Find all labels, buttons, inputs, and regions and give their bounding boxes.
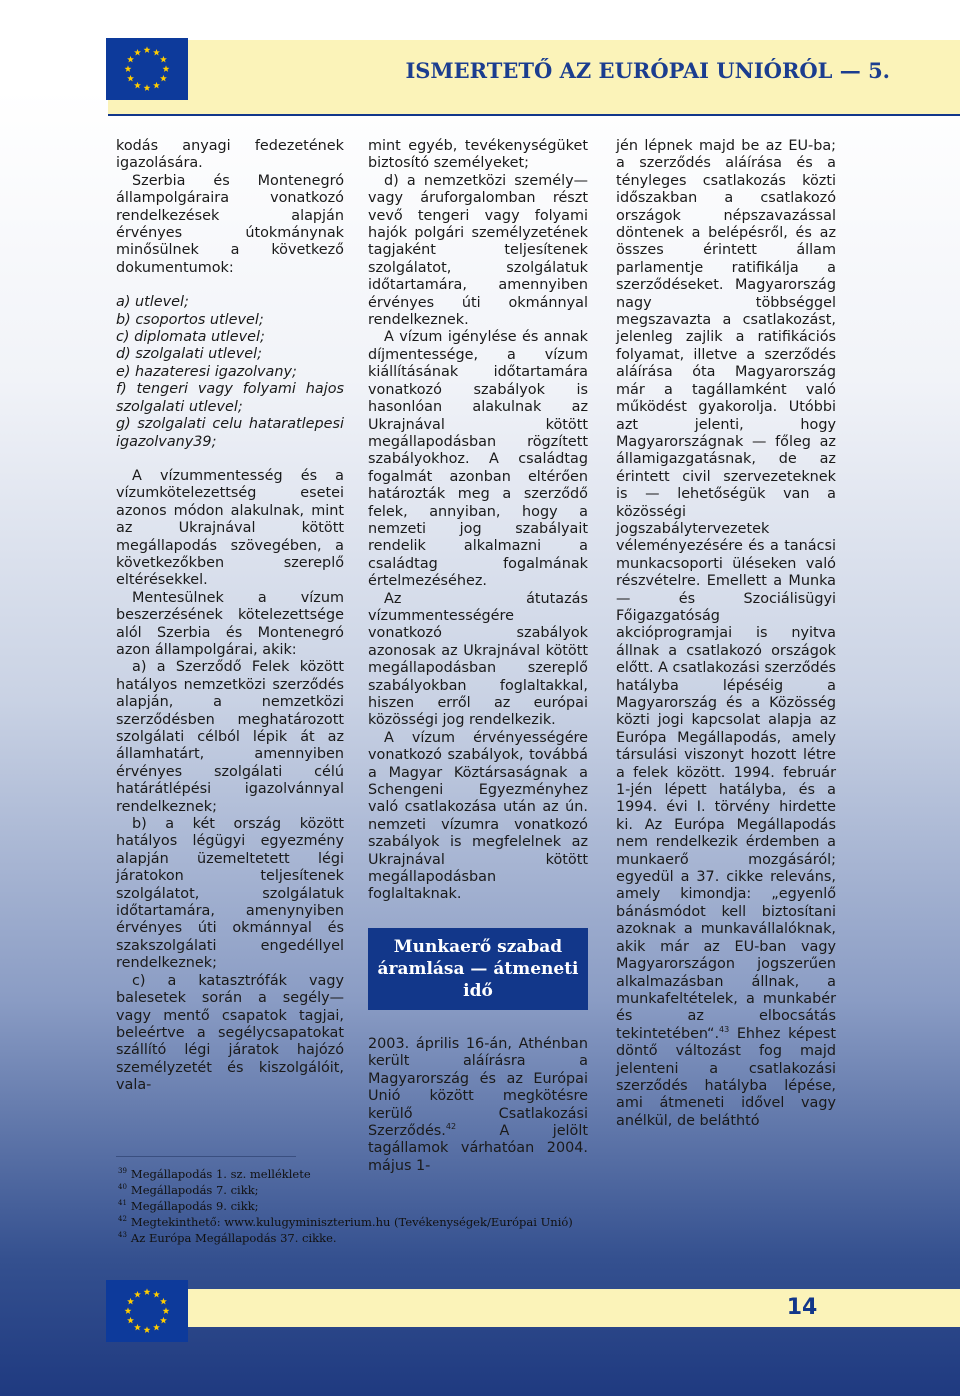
column-3 — [616, 138, 836, 1130]
footnote-number: 43 — [118, 1231, 127, 1240]
paragraph — [616, 138, 836, 1130]
list-item: c) diplomata utlevel; — [116, 329, 265, 346]
paragraph — [368, 1036, 588, 1175]
paragraph: Szerbia és Montenegró állampolgáraira vonatkozó rendelkezések alapján érvényes útokmánynak minősülnek a következő dokumentumok: — [116, 172, 344, 276]
page-number: 14 — [766, 1289, 838, 1327]
paragraph: c) a katasztrófák vagy balesetek során a segély— vagy mentő csapatok tagjai, beleértve a segélycsapatokat szállító légi járatok hajózó személyzetét és kiszolgálóit, vala- — [116, 972, 344, 1094]
paragraph: a) a Szerződő Felek között hatályos nemzetközi szerződés alapján, a nemzetközi szerződésben meghatározott szolgálati célból lépik át az államhatárt, amennyiben érvényes szolgálati célú határátlépési igazolvánnyal rendelkeznek; — [116, 659, 344, 815]
list-item: g) szolgalati celu hataratlepesi igazolvany39; — [116, 416, 344, 450]
footnote-text: Megállapodás 7. cikk; — [130, 1183, 259, 1197]
footnote-text[interactable]: Megtekinthető: www.kulugyminiszterium.hu (Tevékenységek/Európai Unió) — [130, 1215, 573, 1229]
eu-flag-graphic — [106, 1280, 188, 1342]
paragraph-text: jén lépnek majd be az EU-ba; a szerződés aláírása és a tényleges csatlakozás közti időszakban a csatlakozó országok népszavazással döntenek a belépésről, és az összes érintett állam parlamentje ratifikálja a szerződéseket. Magyarország nagy többséggel megszavazta a csatlakozást, jelenleg zajlik a ratifikációs folyamat, illetve a szerződés aláírása óta Magyarország már a tagállamként való működést gyakorolja. Utóbbi azt jelenti, hogy Magyarországnak — főleg az államigazgatásnak, de az érintett civil szervezeteknek is — lehetőségük van a közösségi jogszabálytervezetek véleményezésére és a tanácsi munkacsoporti üléseken való részvételre. Emellett a Munka— és Szociálisügyi Főigazgatóság akcióprogramjai is nyitva állnak a csatlakozó országok előtt. A csatlakozási szerződés hatályba lépéséig a Magyarország és a Közösség közti jogi kapcsolat alapja az Európa Megállapodás, amely társulási viszonyt hozott létre a felek között. 1994. február 1-jén lépett hatályba, és a 1994. évi I. törvény hirdette ki. Az Európa Megállapodás nem rendelkezik érdemben a munkaerő mozgásáról; egyedül a 37. cikke releváns, amely kimondja: „egyenlő bánásmódot kell biztosítani azoknak a munkavállalóknak, akik már az EU-ban vagy Magyarországon jogszerűen alkalmazásban állnak, a munkafeltételek, a munkabér és az elbocsátás tekintetében“. — [616, 138, 836, 1042]
list-item: e) hazateresi igazolvany; — [116, 363, 297, 380]
footnote-text: Megállapodás 1. sz. melléklete — [130, 1167, 311, 1181]
list-item: a) utlevel; — [116, 294, 189, 311]
section-heading: Munkaerő szabad áramlása — átmeneti idő — [368, 928, 588, 1010]
paragraph: b) a két ország között hatályos légügyi egyezmény alapján üzemeltetett légi járatokon teljesítenek szolgálatot, szolgálatuk időtartamára, amenynyiben érvényes úti okmánnyal és szakszolgálati engedéllyel rendelkeznek; — [116, 816, 344, 972]
footnote-ref[interactable]: 42 — [445, 1122, 457, 1132]
paragraph: d) a nemzetközi személy—vagy áruforgalomban részt vevő tengeri vagy folyami hajók polgári személyzetének tagjaként teljesítenek szolgálatot, szolgálatuk időtartamára, amennyiben érvényes úti okmánnyal rendelkeznek. — [368, 172, 588, 329]
footnote — [118, 1182, 818, 1198]
paragraph: Az átutazás vízummentességére vonatkozó szabályok azonosak az Ukrajnával kötött megállapodásban szereplő szabályokban foglaltakkal, hiszen erről az európai közösségi jog rendelkezik. — [368, 590, 588, 729]
footnotes — [118, 1166, 818, 1246]
footnote — [118, 1166, 818, 1182]
paragraph-text: A jelölt tagállamok várhatóan 2004. május 1- — [368, 1122, 588, 1174]
paragraph: Mentesülnek a vízum beszerzésének kötelezettsége alól Szerbia és Montenegró azon állampolgárai, akik: — [116, 589, 344, 658]
paragraph-text: Ehhez képest döntő változást fog majd jelenteni a csatlakozási szerződés hatályba lépése, ami átmeneti idővel vagy anélkül, de beláthtó — [616, 1025, 836, 1129]
eu-flag-graphic — [106, 38, 188, 100]
footnote-number: 39 — [118, 1167, 127, 1176]
footnote — [118, 1214, 818, 1230]
list-item: b) csoportos utlevel; — [116, 311, 264, 328]
column-2 — [368, 138, 588, 1175]
paragraph: A vízummentesség és a vízumkötelezettség esetei azonos módon alakulnak, mint az Ukrajnával kötött megállapodás szövegében, a következőkben szereplő eltérésekkel. — [116, 467, 344, 589]
list-item: d) szolgalati utlevel; — [116, 346, 262, 363]
footnote-number: 42 — [118, 1215, 127, 1224]
footnote — [118, 1198, 818, 1214]
page-title: ISMERTETŐ AZ EURÓPAI UNIÓRÓL — 5. — [405, 58, 890, 83]
list-item: f) tengeri vagy folyami hajos szolgalati utlevel; — [116, 381, 344, 415]
eu-flag-icon — [106, 38, 188, 100]
paragraph: A vízum érvényességére vonatkozó szabályok, továbbá a Magyar Köztársaságnak a Schengeni Egyezményhez való csatlakozása után az ún. nemzeti vízumra vonatkozó szabályok is megfelelnek az Ukrajnával kötött megállapodásban foglaltaknak. — [368, 729, 588, 903]
footnote-text: Megállapodás 9. cikk; — [130, 1199, 259, 1213]
footnote — [118, 1230, 818, 1246]
footnote-number: 40 — [118, 1183, 127, 1192]
eu-flag-icon — [106, 1280, 188, 1342]
paragraph: A vízum igénylése és annak díjmentessége, a vízum kiállításának időtartamára vonatkozó szabályok is hasonlóan alakulnak az Ukrajnával kötött megállapodásban rögzített szabályokhoz. A családtag fogalmát azonban eltérően határozták meg a szerződő felek, annyiban, hogy a nemzeti jog szabályait rendelik alkalmazni a családtag fogalmának értelmezéséhez. — [368, 329, 588, 590]
paragraph: kodás anyagi fedezetének igazolására. — [116, 138, 344, 172]
column-1 — [116, 138, 344, 1095]
paragraph-text: 2003. április 16-án, Athénban került aláírásra a Magyarország és az Európai Unió között megkötésre kerülő Csatlakozási Szerződés. — [368, 1035, 588, 1139]
footnote-text: Az Európa Megállapodás 37. cikke. — [130, 1231, 337, 1245]
footnote-divider — [116, 1156, 296, 1157]
footnote-ref[interactable]: 43 — [719, 1024, 730, 1034]
footnote-number: 41 — [118, 1199, 127, 1208]
paragraph: mint egyéb, tevékenységüket biztosító személyeket; — [368, 138, 588, 172]
